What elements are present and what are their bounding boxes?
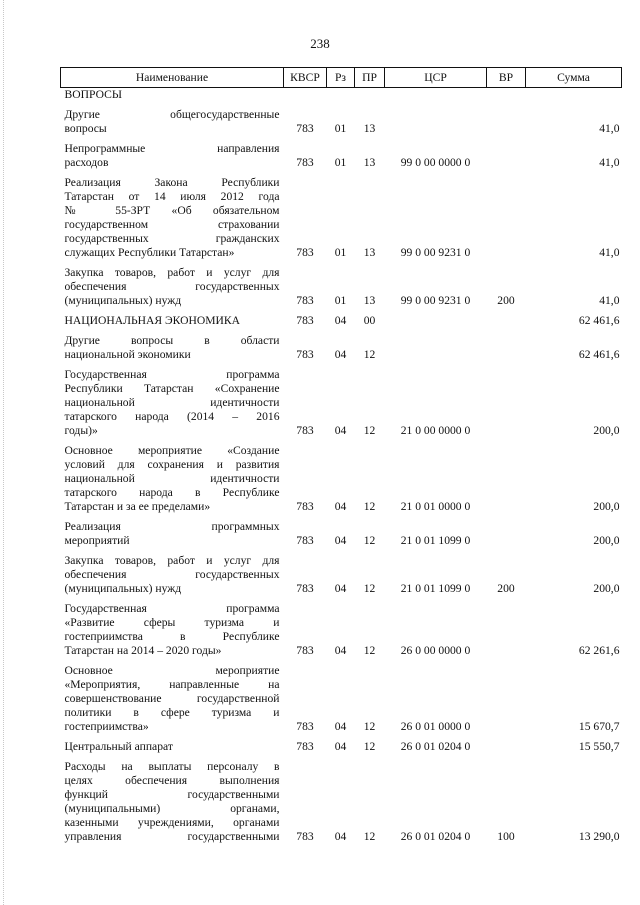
row-sum: 41,0 xyxy=(599,156,620,169)
row-vr xyxy=(487,736,526,756)
row-pr: 12 xyxy=(363,740,376,753)
row-csr: 99 0 00 9231 0 xyxy=(400,294,471,307)
row-vr xyxy=(487,598,526,660)
row-vr: 200 xyxy=(497,582,515,595)
row-kvsr: 783 xyxy=(296,156,314,169)
row-name-line: целях обеспечения выполнения xyxy=(64,774,280,787)
scan-edge-line xyxy=(3,0,5,905)
table-row xyxy=(61,104,622,138)
row-name xyxy=(61,172,284,262)
row-rz: 04 xyxy=(334,348,347,361)
row-name-line: татарского народа (2014 – 2016 xyxy=(64,410,280,423)
row-name-line: управления государственными xyxy=(64,830,280,843)
row-sum: 200,0 xyxy=(593,534,620,547)
row-name-line: Татарстан на 2014 – 2020 годы» xyxy=(64,644,222,657)
row-name-line: национальной экономики xyxy=(64,348,191,361)
row-name-line: Основное мероприятие «Создание xyxy=(64,444,280,457)
row-sum: 200,0 xyxy=(593,500,620,513)
row-rz: 01 xyxy=(334,294,347,307)
row-name-line: Татарстан от 14 июля 2012 года xyxy=(64,190,280,203)
row-name-line: ВОПРОСЫ xyxy=(64,88,122,101)
row-vr xyxy=(487,330,526,364)
row-name-line: «Мероприятия, направленные на xyxy=(64,678,280,691)
row-name-line: казенными учреждениями, органами xyxy=(64,816,280,829)
row-pr: 12 xyxy=(363,830,376,843)
row-csr: 26 0 00 0000 0 xyxy=(400,644,471,657)
row-vr xyxy=(487,440,526,516)
row-name-line: Государственная программа xyxy=(64,368,280,381)
row-kvsr: 783 xyxy=(296,348,314,361)
row-rz: 04 xyxy=(334,534,347,547)
row-pr: 13 xyxy=(363,122,376,135)
table-header xyxy=(61,68,622,88)
row-pr: 13 xyxy=(363,294,376,307)
row-sum: 200,0 xyxy=(593,582,620,595)
row-name xyxy=(61,262,284,310)
row-vr xyxy=(487,104,526,138)
table-row xyxy=(61,516,622,550)
table-row xyxy=(61,262,622,310)
row-name xyxy=(61,330,284,364)
row-name-line: Закупка товаров, работ и услуг для xyxy=(64,266,280,279)
row-kvsr: 783 xyxy=(296,740,314,753)
row-vr xyxy=(487,364,526,440)
row-name xyxy=(61,310,284,330)
table-row xyxy=(61,598,622,660)
row-name-line: Реализация Закона Республики xyxy=(64,176,280,189)
row-name-line: Республики Татарстан «Сохранение xyxy=(64,382,280,395)
row-name-line: Расходы на выплаты персоналу в xyxy=(64,760,280,773)
budget-table xyxy=(60,67,622,846)
row-name xyxy=(61,104,284,138)
row-rz: 01 xyxy=(334,156,347,169)
row-rz: 01 xyxy=(334,246,347,259)
row-vr xyxy=(487,88,526,105)
row-csr: 21 0 01 1099 0 xyxy=(400,582,471,595)
row-kvsr: 783 xyxy=(296,582,314,595)
row-rz: 04 xyxy=(334,582,347,595)
row-sum: 41,0 xyxy=(599,122,620,135)
row-kvsr: 783 xyxy=(296,314,314,327)
row-rz: 04 xyxy=(334,314,347,327)
row-name-line: Непрограммные направления xyxy=(64,142,280,155)
table-row xyxy=(61,310,622,330)
row-rz: 04 xyxy=(334,500,347,513)
row-sum: 62 261,6 xyxy=(578,644,620,657)
row-pr: 13 xyxy=(363,246,376,259)
row-csr: 26 0 01 0204 0 xyxy=(400,740,471,753)
row-sum: 41,0 xyxy=(599,246,620,259)
row-kvsr: 783 xyxy=(296,122,314,135)
row-pr: 12 xyxy=(363,644,376,657)
table-row xyxy=(61,660,622,736)
row-name xyxy=(61,138,284,172)
row-name-line: № 55-ЗРТ «Об обязательном xyxy=(64,204,280,217)
row-vr xyxy=(487,310,526,330)
row-name-line: условий для сохранения и развития xyxy=(64,458,280,471)
row-vr xyxy=(487,660,526,736)
row-kvsr: 783 xyxy=(296,424,314,437)
row-pr: 12 xyxy=(363,424,376,437)
row-name-line: Татарстан и за ее пределами» xyxy=(64,500,211,513)
table-body xyxy=(61,88,622,847)
row-name-line: гостеприимства» xyxy=(64,720,149,733)
header-rz: Рз xyxy=(327,68,355,88)
table-row xyxy=(61,440,622,516)
row-rz: 04 xyxy=(334,644,347,657)
row-name-line: политики в сфере туризма и xyxy=(64,706,280,719)
row-pr: 12 xyxy=(363,720,376,733)
header-sum: Сумма xyxy=(526,68,622,88)
row-csr: 21 0 00 0000 0 xyxy=(400,424,471,437)
row-name-line: Реализация программных xyxy=(64,520,280,533)
row-pr: 12 xyxy=(363,348,376,361)
row-rz: 04 xyxy=(334,830,347,843)
row-name xyxy=(61,516,284,550)
row-csr xyxy=(385,330,487,364)
row-name xyxy=(61,364,284,440)
row-name-line: государственных гражданских xyxy=(64,232,280,245)
row-pr: 12 xyxy=(363,534,376,547)
table-row xyxy=(61,88,622,105)
row-pr: 12 xyxy=(363,500,376,513)
row-name-line: Государственная программа xyxy=(64,602,280,615)
row-csr: 26 0 01 0000 0 xyxy=(400,720,471,733)
row-name-line: функций государственными xyxy=(64,788,280,801)
row-csr xyxy=(385,310,487,330)
row-sum: 41,0 xyxy=(599,294,620,307)
row-csr xyxy=(385,104,487,138)
row-kvsr: 783 xyxy=(296,644,314,657)
row-kvsr: 783 xyxy=(296,830,314,843)
row-name-line: НАЦИОНАЛЬНАЯ ЭКОНОМИКА xyxy=(64,314,241,327)
row-name-line: Другие вопросы в области xyxy=(64,334,280,347)
row-pr: 13 xyxy=(363,156,376,169)
row-name-line: (муниципальными) органами, xyxy=(64,802,280,815)
row-name xyxy=(61,88,284,105)
row-csr: 21 0 01 0000 0 xyxy=(400,500,471,513)
row-name-line: совершенствование государственной xyxy=(64,692,280,705)
row-vr xyxy=(487,516,526,550)
row-name-line: расходов xyxy=(64,156,109,169)
row-rz xyxy=(327,88,355,105)
row-csr: 26 0 01 0204 0 xyxy=(400,830,471,843)
row-name-line: обеспечения государственных xyxy=(64,280,280,293)
row-name-line: Основное мероприятие xyxy=(64,664,280,677)
row-name xyxy=(61,660,284,736)
row-sum xyxy=(526,88,622,105)
row-vr: 200 xyxy=(497,294,515,307)
row-kvsr: 783 xyxy=(296,246,314,259)
row-name-line: вопросы xyxy=(64,122,107,135)
row-sum: 13 290,0 xyxy=(578,830,620,843)
row-name xyxy=(61,756,284,846)
row-vr xyxy=(487,172,526,262)
table-row xyxy=(61,550,622,598)
row-pr: 00 xyxy=(363,314,376,327)
row-rz: 01 xyxy=(334,122,347,135)
row-rz: 04 xyxy=(334,720,347,733)
row-kvsr xyxy=(284,88,327,105)
row-name-line: гостеприимства в Республике xyxy=(64,630,280,643)
header-kvsr: КВСР xyxy=(284,68,327,88)
row-name-line: татарского народа в Республике xyxy=(64,486,280,499)
row-name-line: государственном страховании xyxy=(64,218,280,231)
row-kvsr: 783 xyxy=(296,294,314,307)
table-row xyxy=(61,736,622,756)
row-name-line: национальной идентичности xyxy=(64,396,280,409)
table-row xyxy=(61,364,622,440)
row-vr: 100 xyxy=(497,830,515,843)
row-name-line: (муниципальных) нужд xyxy=(64,582,182,595)
row-csr: 99 0 00 0000 0 xyxy=(400,156,471,169)
row-name xyxy=(61,440,284,516)
table-row xyxy=(61,756,622,846)
header-csr: ЦСР xyxy=(385,68,487,88)
row-vr xyxy=(487,138,526,172)
header-name: Наименование xyxy=(61,68,284,88)
row-kvsr: 783 xyxy=(296,500,314,513)
row-name-line: служащих Республики Татарстан» xyxy=(64,246,235,259)
header-pr: ПР xyxy=(355,68,385,88)
row-rz: 04 xyxy=(334,424,347,437)
row-name-line: мероприятий xyxy=(64,534,130,547)
row-name-line: годы)» xyxy=(64,424,98,437)
row-kvsr: 783 xyxy=(296,720,314,733)
row-rz: 04 xyxy=(334,740,347,753)
header-vr: ВР xyxy=(487,68,526,88)
row-csr xyxy=(385,88,487,105)
row-name-line: обеспечения государственных xyxy=(64,568,280,581)
row-sum: 15 550,7 xyxy=(578,740,620,753)
table-row xyxy=(61,330,622,364)
page-number: 238 xyxy=(310,36,330,51)
row-csr: 99 0 00 9231 0 xyxy=(400,246,471,259)
row-pr xyxy=(355,88,385,105)
row-name-line: Другие общегосударственные xyxy=(64,108,280,121)
row-sum: 62 461,6 xyxy=(578,348,620,361)
row-name-line: национальной идентичности xyxy=(64,472,280,485)
row-name-line: (муниципальных) нужд xyxy=(64,294,182,307)
row-name-line: «Развитие сферы туризма и xyxy=(64,616,280,629)
row-name xyxy=(61,550,284,598)
row-name xyxy=(61,598,284,660)
table-row xyxy=(61,172,622,262)
table-row xyxy=(61,138,622,172)
row-name-line: Центральный аппарат xyxy=(64,740,173,753)
row-name xyxy=(61,736,284,756)
row-kvsr: 783 xyxy=(296,534,314,547)
row-sum: 15 670,7 xyxy=(578,720,620,733)
row-pr: 12 xyxy=(363,582,376,595)
row-sum: 200,0 xyxy=(593,424,620,437)
row-csr: 21 0 01 1099 0 xyxy=(400,534,471,547)
row-name-line: Закупка товаров, работ и услуг для xyxy=(64,554,280,567)
row-sum: 62 461,6 xyxy=(578,314,620,327)
